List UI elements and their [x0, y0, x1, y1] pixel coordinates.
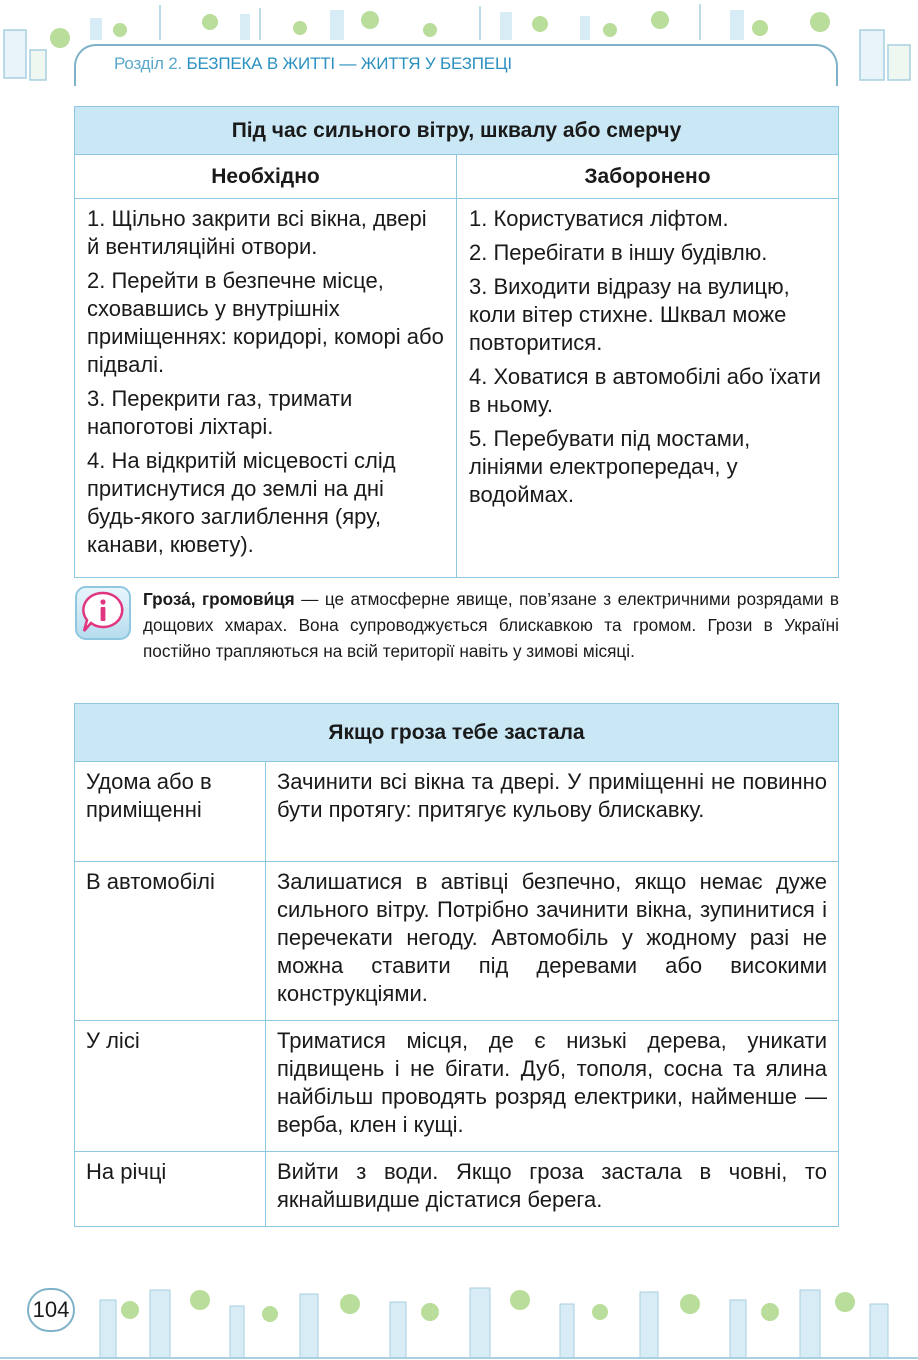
- list-item: 4. Ховатися в автомобілі або їхати в ньому.: [469, 364, 821, 417]
- info-term: Гроза́, громови́ця: [143, 589, 295, 609]
- list-item: 3. Виходити відразу на вулицю, коли вітер стихне. Шквал може повторитися.: [469, 274, 790, 355]
- wind-table-title: Під час сильного вітру, шквалу або смерчу: [75, 107, 839, 155]
- action-cell: Триматися місця, де є низькі дерева, уникати підвищень і не бігати. Дуб, тополя, сосна та ялина найбільш проводять розряд електрики, найменше — верба, клен і кущі.: [266, 1021, 839, 1152]
- info-text: [143, 586, 839, 664]
- footer-decoration: [0, 1270, 918, 1360]
- list-item: 1. Щільно закрити всі вікна, двері й вентиляційні отвори.: [87, 206, 427, 259]
- list-item: 3. Перекрити газ, тримати напоготові ліхтарі.: [87, 386, 353, 439]
- info-icon: [74, 585, 132, 641]
- info-definition: — це атмосферне явище, пов’язане з електричними розрядами в дощових хмарах. Вона супроводжується блискавкою та громом. Грози в Україні постійно трапляються на всій території навіть у зимові місяці.: [143, 589, 840, 661]
- place-cell: Удома або в приміщенні: [75, 762, 266, 862]
- place-cell: В автомобілі: [75, 862, 266, 1021]
- page-number: 104: [27, 1288, 75, 1332]
- place-cell: На річці: [75, 1152, 266, 1227]
- wind-safety-table: [74, 106, 839, 578]
- action-cell: Зачинити всі вікна та двері. У приміщенні не повинно бути протягу: притягує кульову блискавку.: [266, 762, 839, 862]
- section-name: БЕЗПЕКА В ЖИТТІ — ЖИТТЯ У БЕЗПЕЦІ: [186, 54, 512, 73]
- storm-table-title: Якщо гроза тебе застала: [75, 704, 839, 762]
- required-column-header: Необхідно: [75, 155, 457, 199]
- thunderstorm-table: [74, 703, 839, 1227]
- place-cell: У лісі: [75, 1021, 266, 1152]
- forbidden-column-header: Заборонено: [457, 155, 839, 199]
- required-list: [75, 199, 457, 578]
- list-item: 1. Користуватися ліфтом.: [469, 206, 729, 231]
- section-prefix: Розділ 2.: [114, 54, 182, 73]
- list-item: 2. Перейти в безпечне місце, сховавшись у внутрішніх приміщеннях: коридорі, коморі або підвалі.: [87, 268, 444, 377]
- section-title: [114, 54, 512, 74]
- list-item: 2. Перебігати в іншу будівлю.: [469, 240, 768, 265]
- action-cell: Вийти з води. Якщо гроза застала в човні, то якнайшвидше дістатися берега.: [266, 1152, 839, 1227]
- forbidden-list: [457, 199, 839, 578]
- action-cell: Залишатися в автівці безпечно, якщо немає дуже сильного вітру. Потрібно зачинити вікна, зупинитися і перечекати негоду. Автомобіль у жодному разі не можна ставити під деревами або високими конструкціями.: [266, 862, 839, 1021]
- list-item: 4. На відкритій місцевості слід притиснутися до землі на дні будь-якого заглиблення (яру, канави, кювету).: [87, 448, 396, 557]
- list-item: 5. Перебувати під мостами, лініями електропередач, у водоймах.: [469, 426, 751, 507]
